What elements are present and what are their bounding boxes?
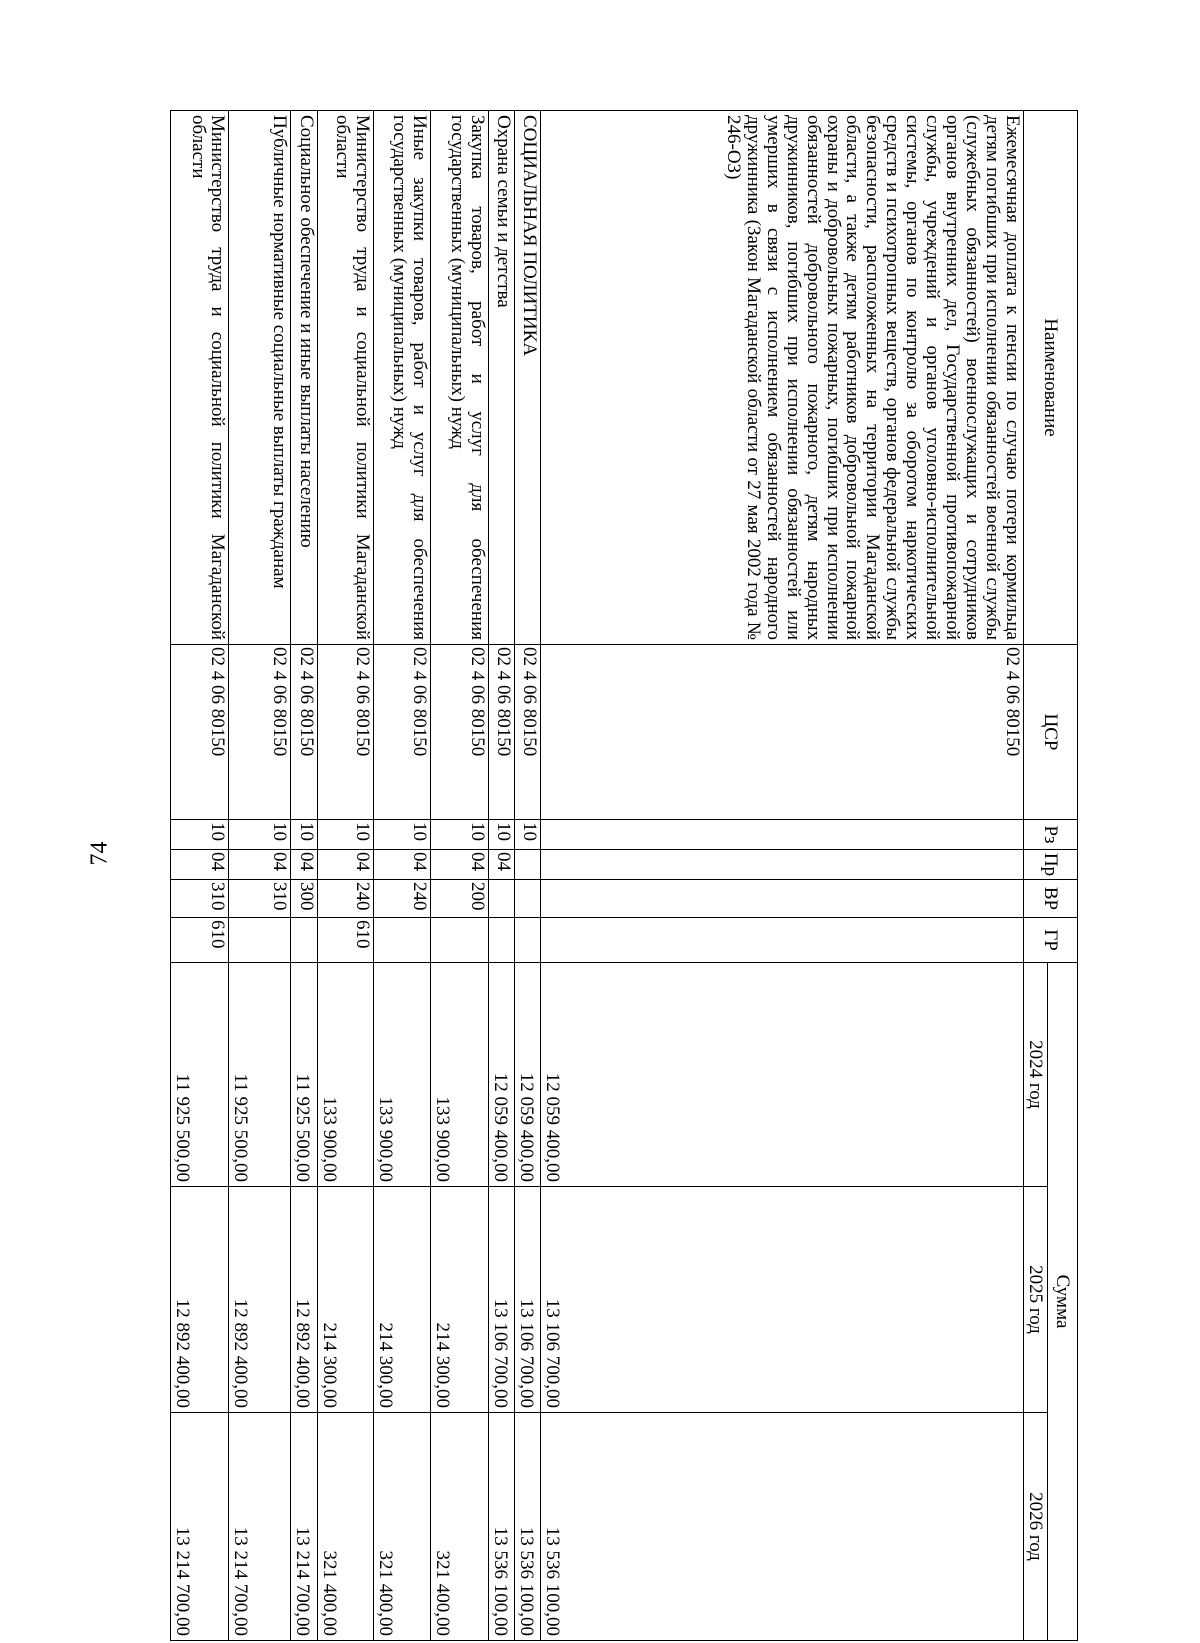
header-gr: ГР bbox=[1024, 918, 1078, 963]
header-rz: Рз bbox=[1024, 820, 1078, 850]
row-pr: 04 bbox=[229, 850, 291, 880]
row-2026: 321 400,00 bbox=[430, 1413, 488, 1641]
row-name: Закупка товаров, работ и услуг для обеспечения государственных (муниципальных) нужд bbox=[430, 111, 488, 645]
row-vr: 300 bbox=[291, 880, 318, 918]
row-rz: 10 bbox=[489, 820, 515, 850]
row-pr: 04 bbox=[489, 850, 515, 880]
row-2025: 12 892 400,00 bbox=[291, 1187, 318, 1413]
row-pr bbox=[540, 850, 1023, 880]
row-2025: 13 106 700,00 bbox=[540, 1187, 1023, 1413]
page-number: 74 bbox=[86, 841, 113, 866]
table-row bbox=[171, 111, 229, 1641]
row-name: Социальное обеспечение и иные выплаты населению bbox=[291, 111, 318, 645]
row-2026: 13 214 700,00 bbox=[171, 1413, 229, 1641]
row-2024: 133 900,00 bbox=[430, 963, 488, 1187]
row-vr: 240 bbox=[318, 880, 374, 918]
row-2024: 12 059 400,00 bbox=[514, 963, 540, 1187]
row-csr: 02 4 06 80150 bbox=[540, 645, 1023, 820]
row-gr: 610 bbox=[171, 918, 229, 963]
row-csr: 02 4 06 80150 bbox=[318, 645, 374, 820]
row-2025: 12 892 400,00 bbox=[171, 1187, 229, 1413]
row-csr: 02 4 06 80150 bbox=[291, 645, 318, 820]
table-row bbox=[229, 111, 291, 1641]
row-name: Ежемесячная доплата к пенсии по случаю потери кормильца детям погибших при исполнении обязанностей военной службы (служебных обязанностей) военнослужащих и сотрудников органов внутренних дел, Государственной противопожарной службы, учреждений и органов уголовно-исполнительной системы, органов по контролю за оборотом наркотических средств и психотропных веществ, органов федеральной службы безопасности, расположенных на территории Магаданской области, а также детям работников добровольной пожарной охраны и добровольных пожарных, погибших при исполнении обязанностей добровольного пожарного, детям народных дружинников, погибших при исполнении обязанностей или умерших в связи с исполнением обязанностей народного дружинника (Закон Магаданской области от 27 мая 2002 года № 246-ОЗ) bbox=[540, 111, 1023, 645]
row-gr bbox=[291, 918, 318, 963]
row-vr bbox=[489, 880, 515, 918]
row-rz bbox=[540, 820, 1023, 850]
header-2026: 2026 год bbox=[1024, 1413, 1048, 1641]
row-2026: 321 400,00 bbox=[318, 1413, 374, 1641]
row-rz: 10 bbox=[171, 820, 229, 850]
header-2025: 2025 год bbox=[1024, 1187, 1048, 1413]
row-2026: 13 214 700,00 bbox=[229, 1413, 291, 1641]
row-2026: 13 536 100,00 bbox=[489, 1413, 515, 1641]
table-row bbox=[540, 111, 1023, 1641]
row-name: Охрана семьи и детства bbox=[489, 111, 515, 645]
table-row bbox=[489, 111, 515, 1641]
header-name: Наименование bbox=[1024, 111, 1078, 645]
row-rz: 10 bbox=[318, 820, 374, 850]
row-gr bbox=[514, 918, 540, 963]
row-2024: 133 900,00 bbox=[374, 963, 430, 1187]
row-gr: 610 bbox=[318, 918, 374, 963]
row-rz: 10 bbox=[374, 820, 430, 850]
row-csr: 02 4 06 80150 bbox=[489, 645, 515, 820]
table-row bbox=[514, 111, 540, 1641]
header-vr: ВР bbox=[1024, 880, 1078, 918]
table-row bbox=[291, 111, 318, 1641]
row-vr: 240 bbox=[374, 880, 430, 918]
row-vr: 310 bbox=[171, 880, 229, 918]
row-pr: 04 bbox=[430, 850, 488, 880]
row-csr: 02 4 06 80150 bbox=[229, 645, 291, 820]
row-vr: 200 bbox=[430, 880, 488, 918]
row-gr bbox=[489, 918, 515, 963]
row-gr bbox=[374, 918, 430, 963]
row-rz: 10 bbox=[291, 820, 318, 850]
rotated-table-container bbox=[170, 110, 1078, 1640]
row-2025: 214 300,00 bbox=[374, 1187, 430, 1413]
row-name: Министерство труда и социальной политики Магаданской области bbox=[318, 111, 374, 645]
row-csr: 02 4 06 80150 bbox=[514, 645, 540, 820]
header-sum: Сумма bbox=[1048, 963, 1078, 1641]
row-name: Иные закупки товаров, работ и услуг для обеспечения государственных (муниципальных) нужд bbox=[374, 111, 430, 645]
row-pr bbox=[514, 850, 540, 880]
row-vr bbox=[540, 880, 1023, 918]
row-2026: 13 536 100,00 bbox=[514, 1413, 540, 1641]
budget-table bbox=[170, 110, 1078, 1641]
row-vr: 310 bbox=[229, 880, 291, 918]
row-gr bbox=[229, 918, 291, 963]
row-name: Министерство труда и социальной политики Магаданской области bbox=[171, 111, 229, 645]
row-2025: 214 300,00 bbox=[318, 1187, 374, 1413]
row-vr bbox=[514, 880, 540, 918]
row-csr: 02 4 06 80150 bbox=[430, 645, 488, 820]
table-row bbox=[318, 111, 374, 1641]
row-csr: 02 4 06 80150 bbox=[374, 645, 430, 820]
row-rz: 10 bbox=[430, 820, 488, 850]
row-2024: 12 059 400,00 bbox=[540, 963, 1023, 1187]
header-csr: ЦСР bbox=[1024, 645, 1078, 820]
row-pr: 04 bbox=[171, 850, 229, 880]
header-pr: Пр bbox=[1024, 850, 1078, 880]
row-2024: 11 925 500,00 bbox=[171, 963, 229, 1187]
row-2024: 133 900,00 bbox=[318, 963, 374, 1187]
row-name: Публичные нормативные социальные выплаты гражданам bbox=[229, 111, 291, 645]
row-rz: 10 bbox=[229, 820, 291, 850]
row-2024: 11 925 500,00 bbox=[291, 963, 318, 1187]
row-pr: 04 bbox=[318, 850, 374, 880]
row-csr: 02 4 06 80150 bbox=[171, 645, 229, 820]
row-2024: 12 059 400,00 bbox=[489, 963, 515, 1187]
row-name: СОЦИАЛЬНАЯ ПОЛИТИКА bbox=[514, 111, 540, 645]
row-2025: 214 300,00 bbox=[430, 1187, 488, 1413]
row-gr bbox=[540, 918, 1023, 963]
row-2025: 13 106 700,00 bbox=[489, 1187, 515, 1413]
row-2024: 11 925 500,00 bbox=[229, 963, 291, 1187]
table-row bbox=[374, 111, 430, 1641]
header-row-1 bbox=[1048, 111, 1078, 1641]
row-pr: 04 bbox=[374, 850, 430, 880]
row-2026: 13 214 700,00 bbox=[291, 1413, 318, 1641]
row-gr bbox=[430, 918, 488, 963]
row-rz: 10 bbox=[514, 820, 540, 850]
row-2025: 12 892 400,00 bbox=[229, 1187, 291, 1413]
table-row bbox=[430, 111, 488, 1641]
row-2026: 13 536 100,00 bbox=[540, 1413, 1023, 1641]
header-2024: 2024 год bbox=[1024, 963, 1048, 1187]
row-2026: 321 400,00 bbox=[374, 1413, 430, 1641]
row-2025: 13 106 700,00 bbox=[514, 1187, 540, 1413]
row-pr: 04 bbox=[291, 850, 318, 880]
